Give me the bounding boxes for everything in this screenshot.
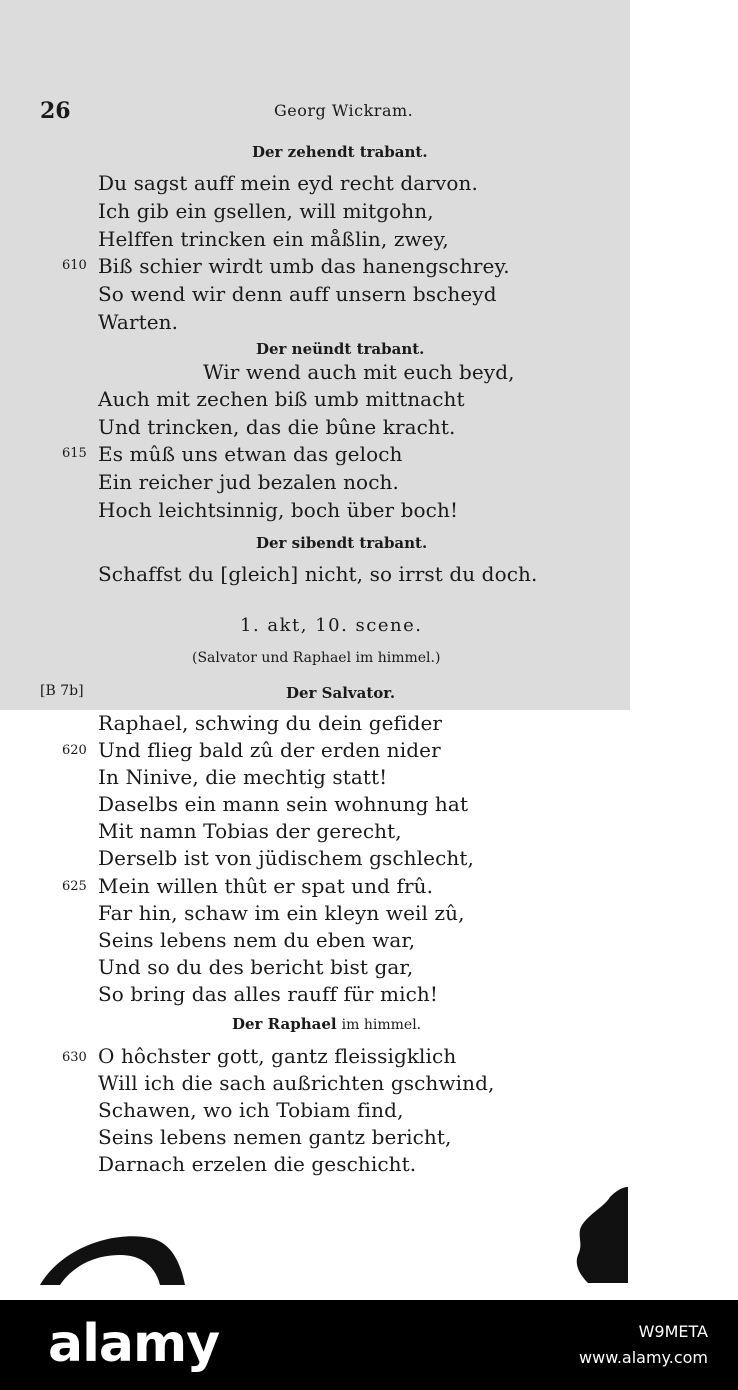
verse-line: Schaffst du [gleich] nicht, so irrst du doch. [98,562,538,586]
image-id: W9META [638,1322,708,1341]
verse-line: Und so du des bericht bist gar, [98,955,414,979]
verse-line: Auch mit zechen biß umb mittnacht [98,387,465,411]
line-number: 610 [62,258,87,273]
speaker-heading: Der Salvator. [286,684,396,702]
verse-line: So wend wir denn auff unsern bscheyd [98,282,497,306]
alamy-logo: alamy [48,1314,220,1374]
speaker-heading [232,1014,421,1033]
ink-blot [570,1185,630,1285]
verse-line: Hoch leichtsinnig, boch über boch! [98,498,459,522]
verse-line: Ich gib ein gsellen, will mitgohn, [98,199,434,223]
verse-line: Raphael, schwing du dein gefider [98,711,443,735]
verse-line: Ein reicher jud bezalen noch. [98,470,399,494]
verse-line: Mit namn Tobias der gerecht, [98,819,402,843]
verse-line: Darnach erzelen die geschicht. [98,1152,417,1176]
verse-line: Und trincken, das die bûne kracht. [98,415,456,439]
stage-direction: (Salvator und Raphael im himmel.) [192,650,441,666]
watermark-banner [0,1300,738,1390]
speaker-heading: Der sibendt trabant. [256,534,428,552]
signature-mark: [B 7b] [40,683,84,699]
line-number: 630 [62,1050,87,1065]
verse-line: Far hin, schaw im ein kleyn weil zû, [98,901,465,925]
speaker-name: Der Raphael [232,1015,337,1033]
verse-line: Seins lebens nemen gantz bericht, [98,1125,452,1149]
verse-line: Schawen, wo ich Tobiam find, [98,1098,404,1122]
verse-line: O hôchster gott, gantz fleissigklich [98,1044,457,1068]
verse-line: In Ninive, die mechtig statt! [98,765,388,789]
speaker-heading: Der zehendt trabant. [252,143,428,161]
verse-line: Mein willen thût er spat und frû. [98,874,434,898]
verse-line: Helffen trincken ein måßlin, zwey, [98,227,449,251]
watermark-url: www.alamy.com [579,1348,708,1367]
page-number: 26 [40,98,71,124]
verse-line: Derselb ist von jüdischem gschlecht, [98,846,474,870]
verse-line: Seins lebens nem du eben war, [98,928,416,952]
line-number: 620 [62,743,87,758]
line-number: 625 [62,879,87,894]
line-number: 615 [62,446,87,461]
verse-line: Wir wend auch mit euch beyd, [203,360,515,384]
verse-line: So bring das alles rauff für mich! [98,982,439,1006]
scene-title: 1. akt, 10. scene. [240,615,423,636]
verse-line: Daselbs ein mann sein wohnung hat [98,792,469,816]
speaker-note: im himmel. [341,1017,422,1033]
verse-line: Und flieg bald zû der erden nider [98,738,441,762]
ink-blot [40,1230,190,1290]
running-head: Georg Wickram. [274,101,414,120]
verse-line: Warten. [98,310,179,334]
speaker-heading: Der neündt trabant. [256,340,425,358]
verse-line: Biß schier wirdt umb das hanengschrey. [98,254,510,278]
verse-line: Will ich die sach außrichten gschwind, [98,1071,495,1095]
verse-line: Es mûß uns etwan das geloch [98,442,403,466]
verse-line: Du sagst auff mein eyd recht darvon. [98,171,478,195]
